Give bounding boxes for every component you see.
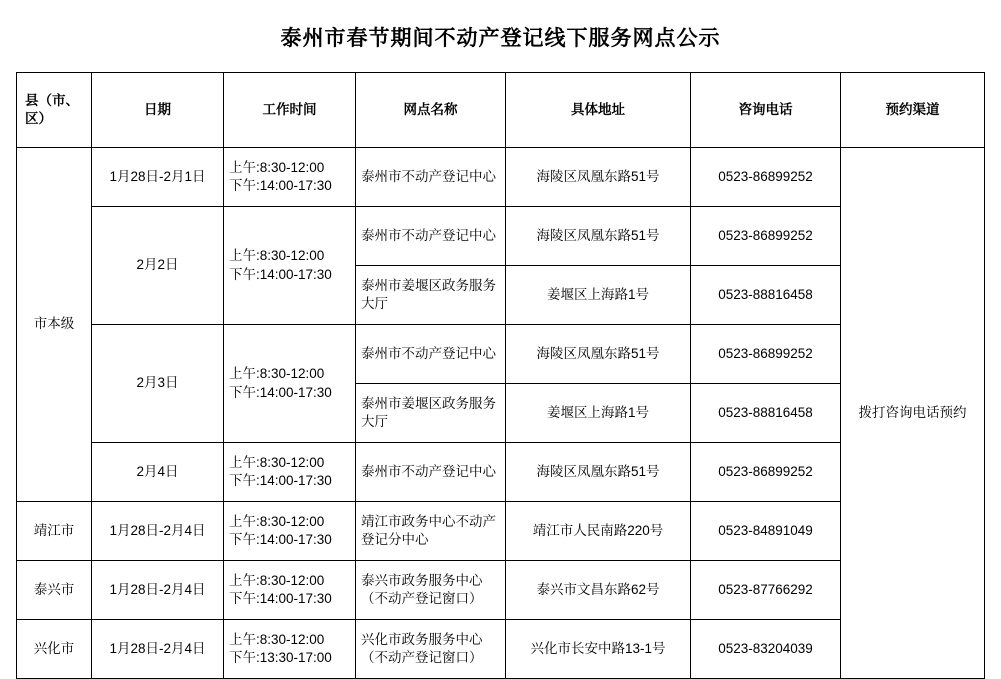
column-header-site: 网点名称 [356, 73, 506, 148]
worktime-am: 上午:8:30-12:00 [229, 366, 325, 382]
cell-address: 海陵区凤凰东路51号 [506, 207, 691, 266]
cell-site: 泰州市不动产登记中心 [356, 148, 506, 207]
cell-address: 海陵区凤凰东路51号 [506, 148, 691, 207]
worktime-pm: 下午:14:00-17:30 [229, 591, 332, 606]
cell-worktime [224, 207, 356, 325]
cell-address: 姜堰区上海路1号 [506, 266, 691, 325]
worktime-am: 上午:8:30-12:00 [229, 513, 325, 529]
cell-site: 泰兴市政务服务中心（不动产登记窗口） [356, 561, 506, 620]
cell-address: 靖江市人民南路220号 [506, 502, 691, 561]
cell-region: 泰兴市 [17, 561, 92, 620]
column-header-address: 具体地址 [506, 73, 691, 148]
page-title: 泰州市春节期间不动产登记线下服务网点公示 [280, 26, 721, 50]
table-row [17, 148, 985, 207]
column-header-region: 县（市、区） [17, 73, 92, 148]
cell-region: 兴化市 [17, 620, 92, 679]
cell-site: 靖江市政务中心不动产登记分中心 [356, 502, 506, 561]
column-header-date: 日期 [92, 73, 224, 148]
cell-worktime [224, 148, 356, 207]
table-row [17, 443, 985, 502]
cell-region: 市本级 [17, 148, 92, 502]
cell-site: 泰州市姜堰区政务服务大厅 [356, 384, 506, 443]
cell-address: 海陵区凤凰东路51号 [506, 443, 691, 502]
cell-phone: 0523-86899252 [691, 325, 841, 384]
column-header-phone: 咨询电话 [691, 73, 841, 148]
cell-worktime [224, 620, 356, 679]
worktime-am: 上午:8:30-12:00 [229, 248, 325, 264]
cell-appointment: 拨打咨询电话预约 [841, 148, 985, 679]
cell-phone: 0523-83204039 [691, 620, 841, 679]
table-row [17, 207, 985, 266]
cell-phone: 0523-88816458 [691, 266, 841, 325]
cell-phone: 0523-88816458 [691, 384, 841, 443]
cell-site: 泰州市不动产登记中心 [356, 207, 506, 266]
cell-address: 泰兴市文昌东路62号 [506, 561, 691, 620]
cell-phone: 0523-86899252 [691, 148, 841, 207]
worktime-am: 上午:8:30-12:00 [229, 572, 325, 588]
service-sites-table [16, 72, 985, 679]
cell-address: 兴化市长安中路13-1号 [506, 620, 691, 679]
cell-site: 泰州市姜堰区政务服务大厅 [356, 266, 506, 325]
cell-phone: 0523-86899252 [691, 207, 841, 266]
cell-worktime [224, 443, 356, 502]
cell-address: 海陵区凤凰东路51号 [506, 325, 691, 384]
cell-worktime [224, 325, 356, 443]
table-row [17, 502, 985, 561]
cell-phone: 0523-84891049 [691, 502, 841, 561]
cell-date: 2月2日 [92, 207, 224, 325]
cell-site: 兴化市政务服务中心（不动产登记窗口） [356, 620, 506, 679]
table-row [17, 325, 985, 384]
table-row [17, 561, 985, 620]
worktime-pm: 下午:14:00-17:30 [229, 532, 332, 547]
cell-site: 泰州市不动产登记中心 [356, 325, 506, 384]
worktime-am: 上午:8:30-12:00 [229, 454, 325, 470]
cell-site: 泰州市不动产登记中心 [356, 443, 506, 502]
cell-date: 2月4日 [92, 443, 224, 502]
worktime-am: 上午:8:30-12:00 [229, 631, 325, 647]
worktime-pm: 下午:14:00-17:30 [229, 384, 332, 400]
worktime-pm: 下午:14:00-17:30 [229, 178, 332, 193]
cell-worktime [224, 502, 356, 561]
cell-region: 靖江市 [17, 502, 92, 561]
cell-date: 1月28日-2月4日 [92, 561, 224, 620]
column-header-worktime: 工作时间 [224, 73, 356, 148]
worktime-pm: 下午:14:00-17:30 [229, 266, 332, 282]
worktime-pm: 下午:14:00-17:30 [229, 473, 332, 488]
cell-date: 1月28日-2月4日 [92, 502, 224, 561]
worktime-pm: 下午:13:30-17:00 [229, 650, 332, 665]
table-row [17, 620, 985, 679]
cell-date: 1月28日-2月4日 [92, 620, 224, 679]
cell-address: 姜堰区上海路1号 [506, 384, 691, 443]
cell-worktime [224, 561, 356, 620]
cell-phone: 0523-87766292 [691, 561, 841, 620]
cell-date: 1月28日-2月1日 [92, 148, 224, 207]
cell-date: 2月3日 [92, 325, 224, 443]
cell-phone: 0523-86899252 [691, 443, 841, 502]
worktime-am: 上午:8:30-12:00 [229, 159, 325, 175]
column-header-appointment: 预约渠道 [841, 73, 985, 148]
table-header-row [17, 73, 985, 148]
